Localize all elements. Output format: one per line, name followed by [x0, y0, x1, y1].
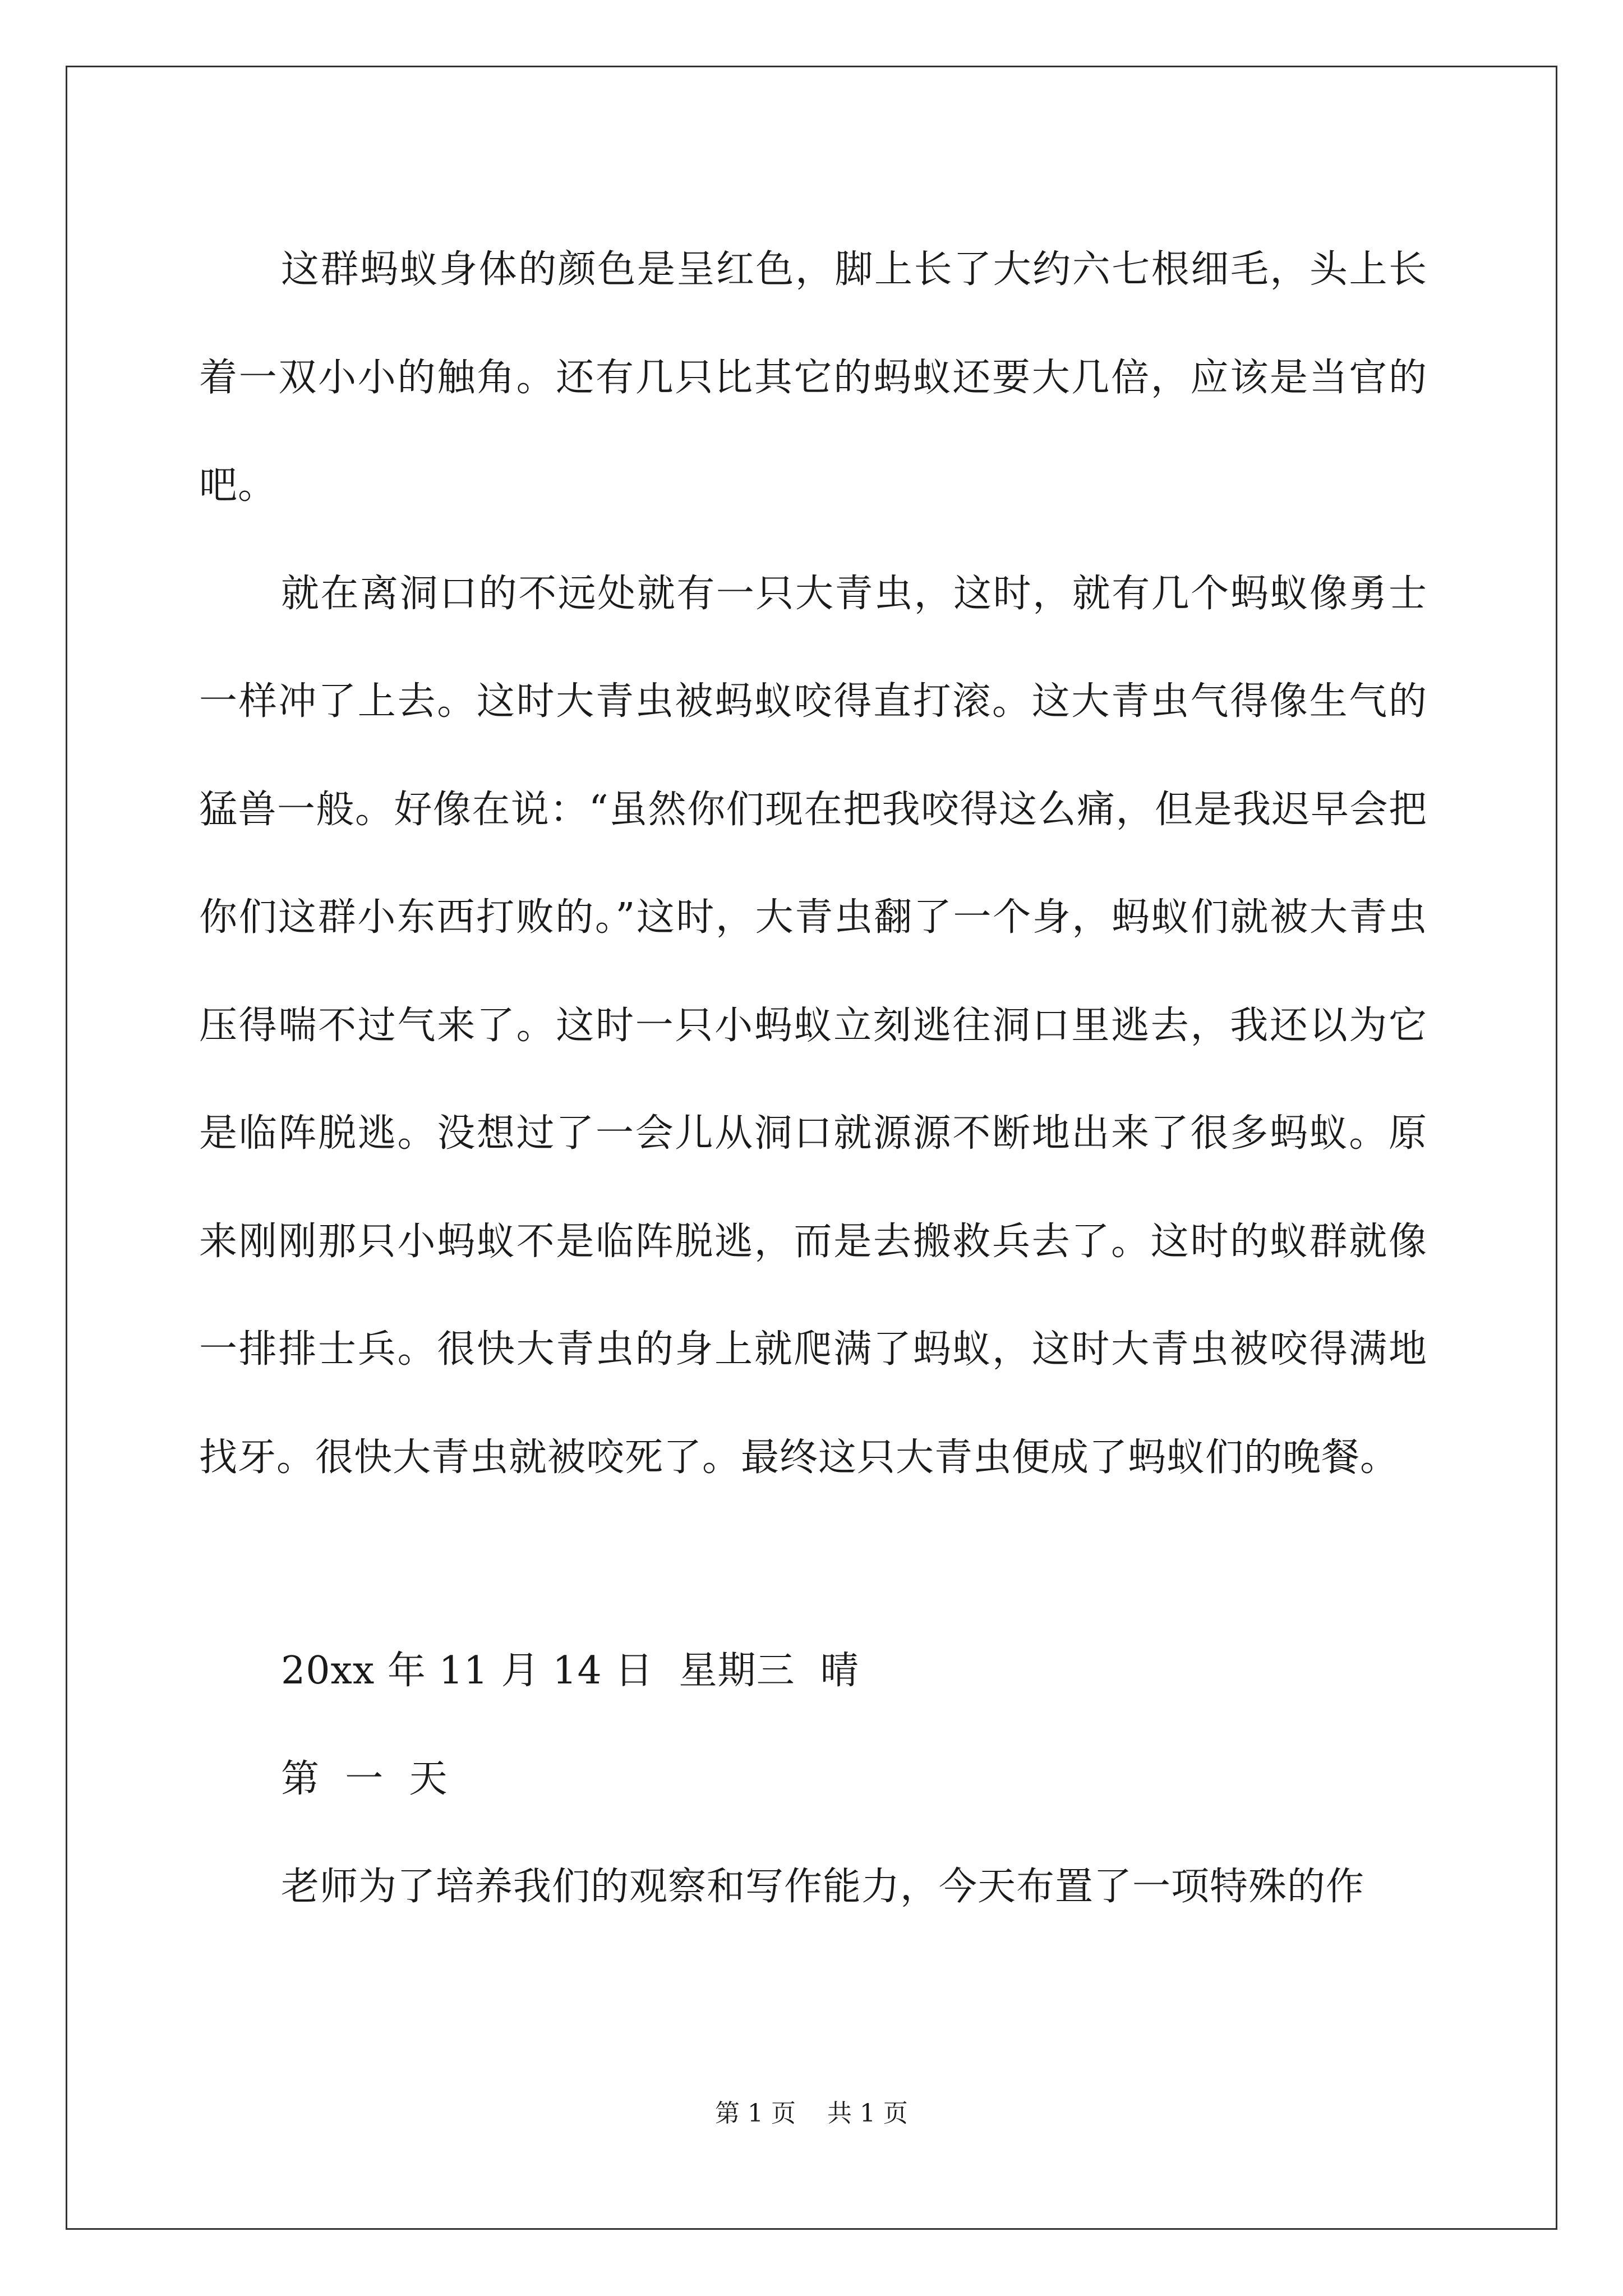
paragraph: 老师为了培养我们的观察和写作能力，今天布置了一项特殊的作 — [281, 1865, 1365, 1909]
day-heading: 第 一 天 — [281, 1756, 448, 1801]
paragraph: 就在离洞口的不远处就有一只大青虫，这时，就有几个蚂蚁像勇士一样冲了上去。这时大青虫被蚂蚁咬得直打滚。这大青虫气得像生气的猛兽一般。好像在说：“虽然你们现在把我咬得这么痛，但是我迟早会把你们这群小东西打败的。”这时，大青虫翻了一个身，蚂蚁们就被大青虫压得喘不过气来了。这时一只小蚂蚁立刻逃往洞口里逃去，我还以为它是临阵脱逃。没想过了一会儿从洞口就源源不断地出来了很多蚂蚁。原来刚刚那只小蚂蚁不是临阵脱逃，而是去搬救兵去了。这时的蚁群就像一排排士兵。很快大青虫的身上就爬满了蚂蚁，这时大青虫被咬得满地找牙。很快大青虫就被咬死了。最终这只大青虫便成了蚂蚁们的晚餐。 — [199, 571, 1427, 1480]
date-line: 20xx 年 11 月 14 日 星期三 晴 — [281, 1649, 859, 1693]
page-footer: 第 1 页 共 1 页 — [715, 2099, 908, 2128]
document-body — [199, 216, 1427, 1941]
spacer — [199, 1512, 1427, 1617]
paragraph: 这群蚂蚁身体的颜色是呈红色，脚上长了大约六七根细毛，头上长着一双小小的触角。还有几只比其它的蚂蚁还要大几倍，应该是当官的吧。 — [199, 247, 1427, 508]
